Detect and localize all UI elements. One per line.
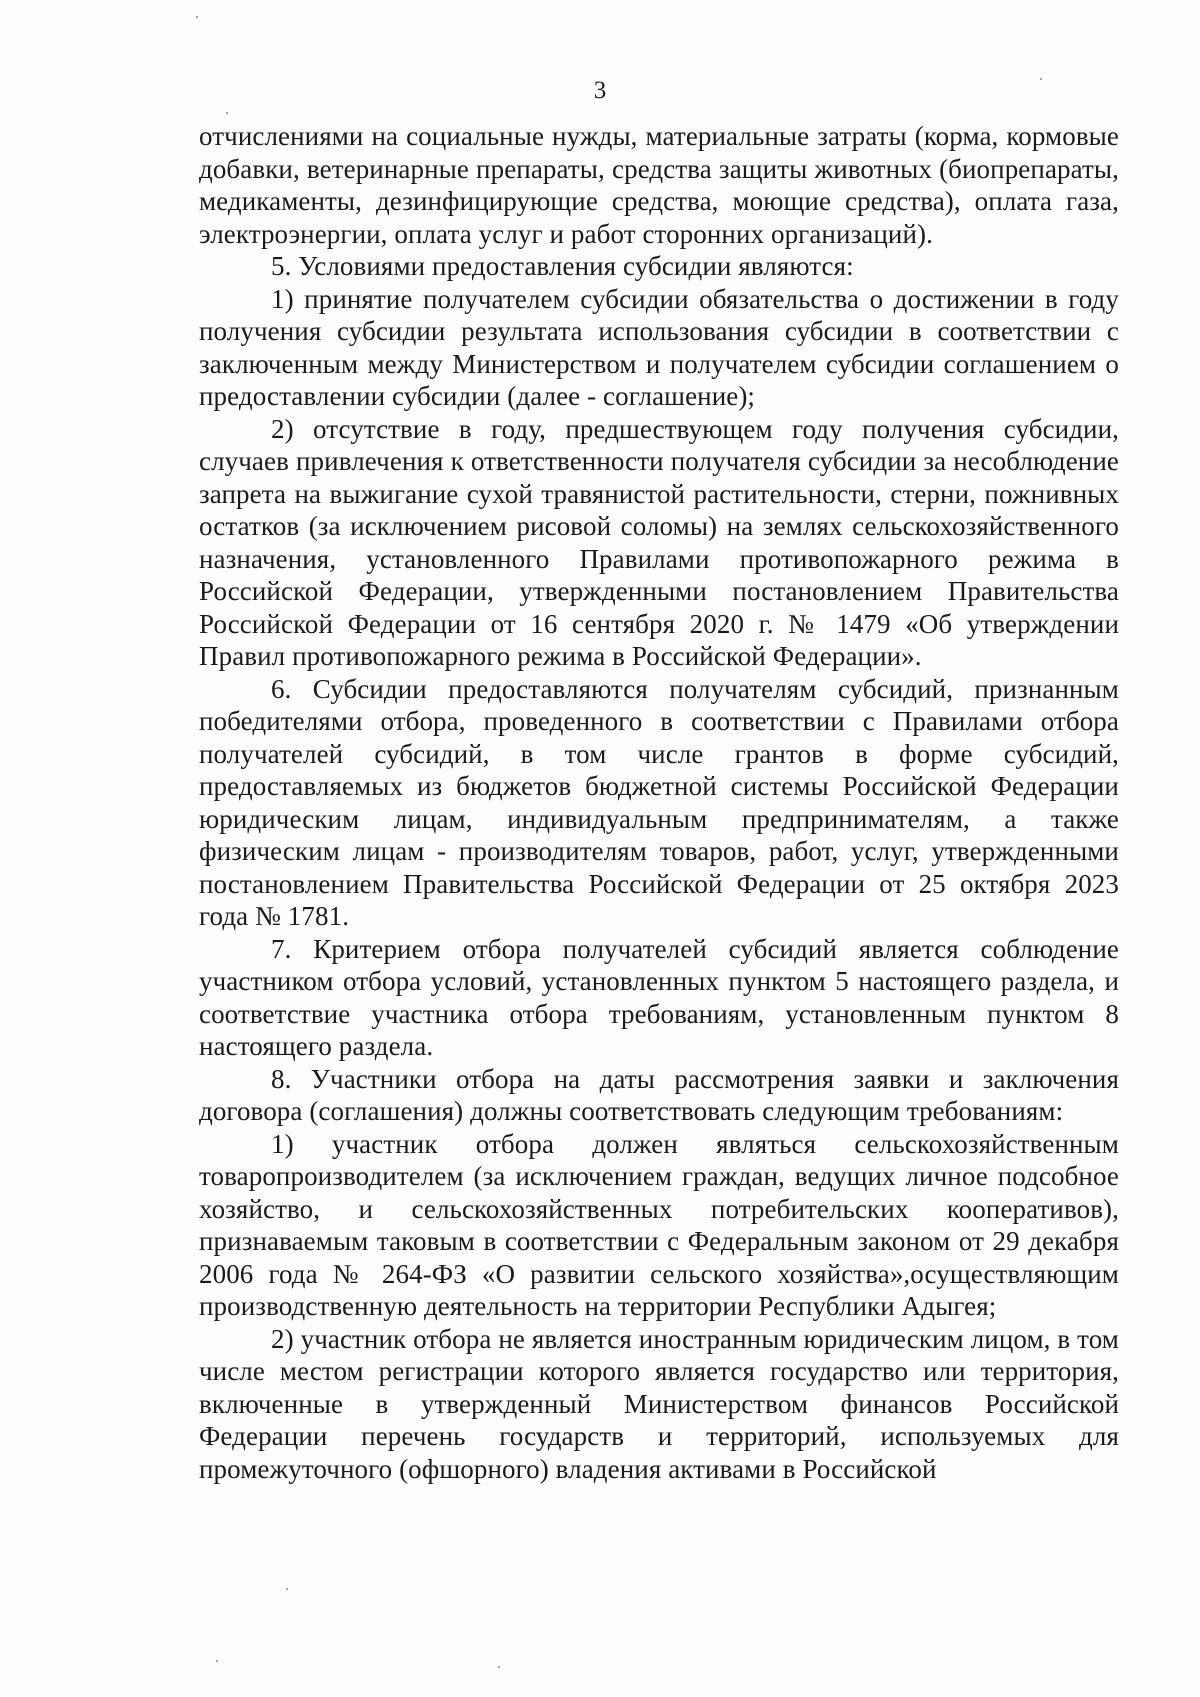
- paragraph-item-8-1: 1) участник отбора должен являться сельскохозяйственным товаропроизводителем (за исключением граждан, ведущих личное подсобное хозяйство, и сельскохозяйственных потребительских кооперативов), признаваемым таковым в соответствии с Федеральным законом от 29 декабря 2006 года № 264-ФЗ «О развитии сельского хозяйства»,осуществляющим производственную деятельность на территории Республики Адыгея;: [199, 1128, 1119, 1321]
- scan-speck: [498, 1666, 500, 1668]
- paragraph-item-8-2: 2) участник отбора не является иностранным юридическим лицом, в том числе местом регистрации которого является государство или территория, включенные в утвержденный Министерством финансов Российской Федерации перечень государств и территорий, используемых для промежуточного (офшорного) владения активами в Российской: [199, 1323, 1119, 1484]
- scan-speck: [1040, 78, 1042, 80]
- scan-speck: [286, 1588, 288, 1590]
- paragraph-item-6: 6. Субсидии предоставляются получателям субсидий, признанным победителями отбора, проведенного в соответствии с Правилами отбора получателей субсидий, в том числе грантов в форме субсидий, предоставляемых из бюджетов бюджетной системы Российской Федерации юридическим лицам, индивидуальным предпринимателям, а также физическим лицам - производителям товаров, работ, услуг, утвержденными постановлением Правительства Российской Федерации от 25 октября 2023 года № 1781.: [199, 673, 1119, 931]
- page-number: 3: [593, 77, 607, 104]
- paragraph-item-5: 5. Условиями предоставления субсидии являются:: [271, 251, 854, 281]
- scan-speck: [196, 16, 198, 18]
- paragraph-item-5-1: 1) принятие получателем субсидии обязательства о достижении в году получения субсидии результата использования субсидии в соответствии с заключенным между Министерством и получателем субсидии соглашением о предоставлении субсидии (далее - соглашение);: [199, 283, 1119, 411]
- paragraph-item-8: 8. Участники отбора на даты рассмотрения заявки и заключения договора (соглашения) должны соответствовать следующим требованиям:: [199, 1063, 1119, 1126]
- paragraph-item-5-2: 2) отсутствие в году, предшествующем году получения субсидии, случаев привлечения к ответственности получателя субсидии за несоблюдение запрета на выжигание сухой травянистой растительности, стерни, пожнивных остатков (за исключением рисовой соломы) на землях сельскохозяйственного назначения, установленного Правилами противопожарного режима в Российской Федерации, утвержденными постановлением Правительства Российской Федерации от 16 сентября 2020 г. № 1479 «Об утверждении Правил противопожарного режима в Российской Федерации».: [199, 413, 1119, 671]
- document-body: [199, 120, 1119, 1485]
- paragraph-item-7: 7. Критерием отбора получателей субсидий является соблюдение участником отбора условий, установленных пунктом 5 настоящего раздела, и соответствие участника отбора требованиям, установленным пунктом 8 настоящего раздела.: [199, 933, 1119, 1061]
- scan-speck: [226, 112, 228, 114]
- scan-speck: [216, 1660, 218, 1662]
- paragraph-continuation: отчислениями на социальные нужды, материальные затраты (корма, кормовые добавки, ветеринарные препараты, средства защиты животных (биопрепараты, медикаменты, дезинфицирующие средства, моющие средства), оплата газа, электроэнергии, оплата услуг и работ сторонних организаций).: [199, 121, 1119, 249]
